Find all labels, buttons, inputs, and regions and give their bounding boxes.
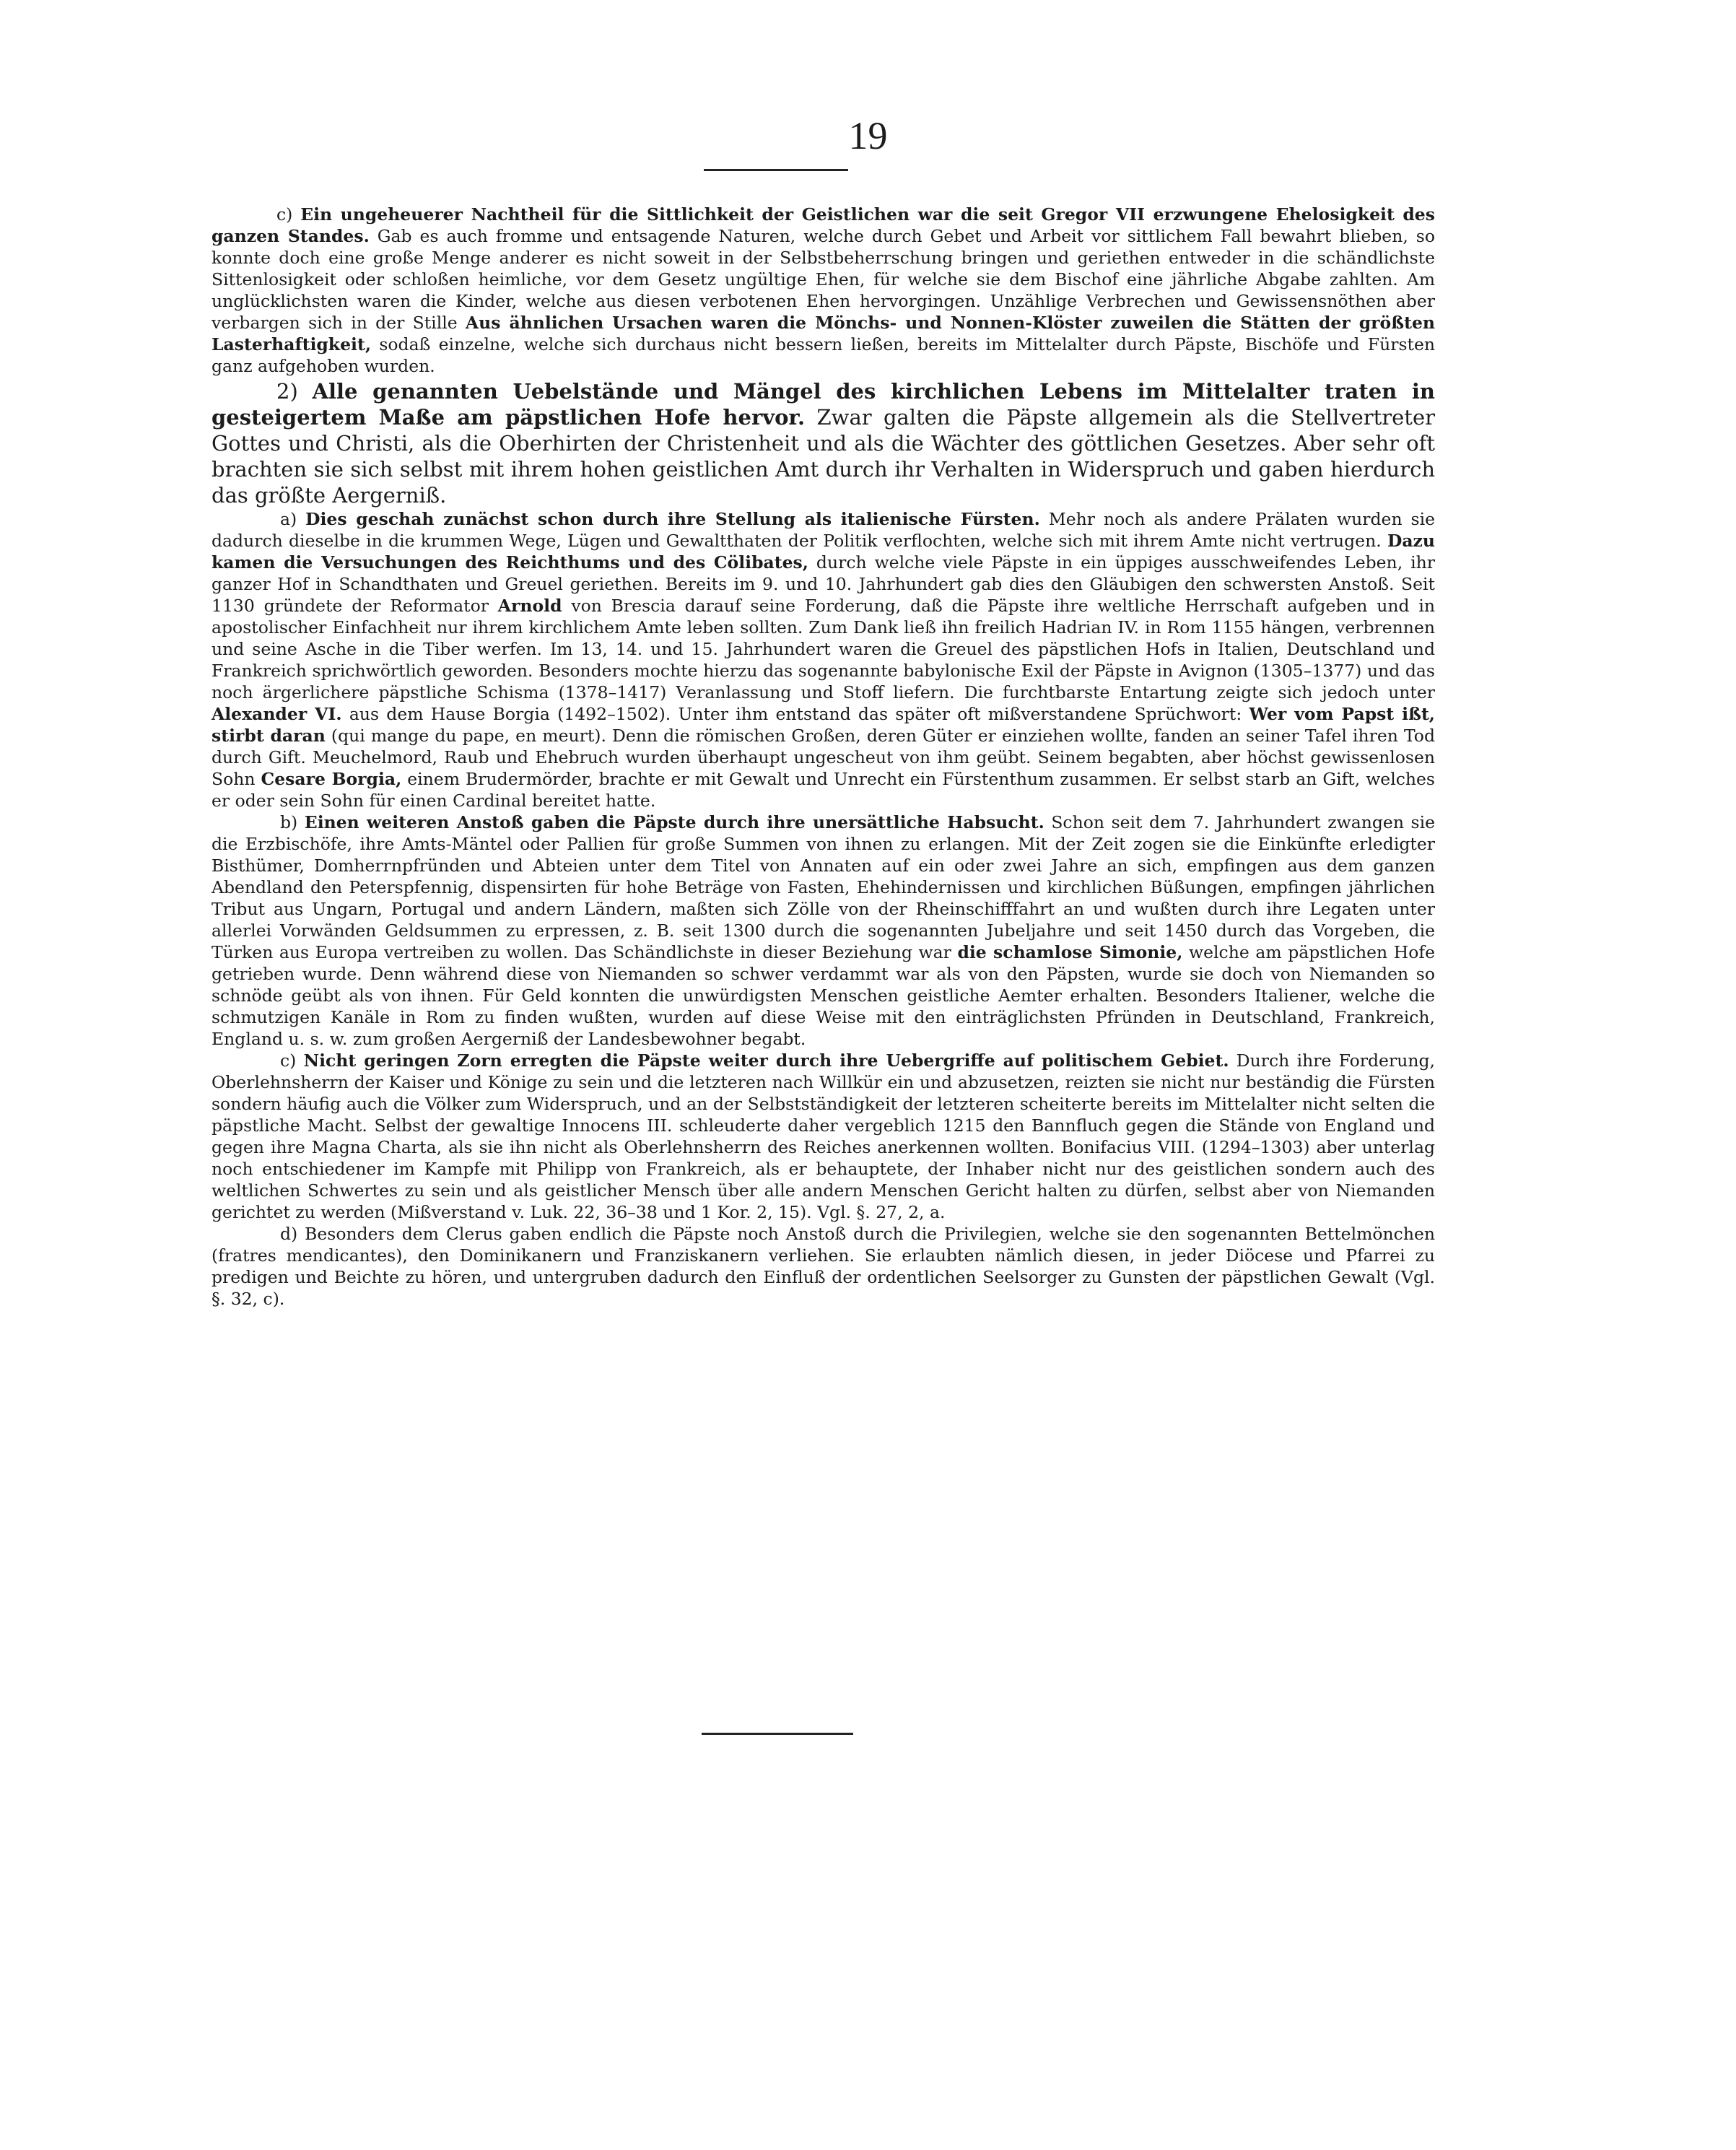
bold-phrase: die schamlose Simonie, — [957, 942, 1183, 962]
text-run: 2) — [276, 379, 313, 404]
text-run: Mehr noch als andere Prälaten wurden sie dadurch dieselbe in die krummen Wege, Lügen und Gewaltthaten der Politik verflochten, welche sich mit ihrem Amte nicht vertrugen. — [211, 509, 1435, 551]
bold-phrase: Aus ähnlichen Ursachen waren die Mönchs- und Nonnen-Klöster zuweilen die Stätten der größten Lasterhaftigkeit, — [211, 313, 1435, 354]
text-run: (qui mange du pape, en meurt). Denn die römischen Großen, deren Güter er einziehen wollte, fanden an seiner Tafel ihren Tod durch Gift. Meuchelmord, Raub und Ehebruch wurden überhaupt ungescheut von ihm geübt. Seinem begabten, aber höchst gewissenlosen Sohn — [211, 726, 1435, 789]
bold-phrase: Dies geschah zunächst schon durch ihre Stellung als italienische Fürsten. — [305, 509, 1040, 529]
bold-phrase: Alle genannten Uebelstände und Mängel des kirchlichen Lebens im Mittelalter traten in gesteigertem Maße am päpstlichen Hofe hervor. — [211, 379, 1435, 430]
text-run: d) Besonders dem Clerus gaben endlich die Päpste noch Anstoß durch die Privilegien, welche sie den sogenannten Bettelmönchen (fratres mendicantes), den Dominikanern und Franziskanern verliehen. Sie erlaubten nämlich diesen, in jeder Diöcese und Pfarrei zu predigen und Beichte zu hören, und untergruben dadurch den Einfluß der ordentlichen Seelsorger zu Gunsten der päpstlichen Gewalt (Vgl. §. 32, c). — [211, 1224, 1435, 1309]
text-run: durch welche viele Päpste in ein üppiges ausschweifendes Leben, ihr ganzer Hof in Schandthaten und Greuel geriethen. Bereits im 9. und 10. Jahrhundert gab dies den Gläubigen den schwersten Anstoß. Seit 1130 gründete der Reformator — [211, 552, 1435, 616]
text-run: sodaß einzelne, welche sich durchaus nicht bessern ließen, bereits im Mittelalter durch Päpste, Bischöfe und Fürsten ganz aufgehoben wurden. — [211, 334, 1435, 376]
header-rule — [704, 169, 848, 171]
paragraph-2d-mendicant-privileges — [211, 1223, 1435, 1310]
bold-phrase: Nicht geringen Zorn erregten die Päpste weiter durch ihre Uebergriffe auf politischem Gebiet. — [303, 1050, 1229, 1071]
paragraph-1c-celibacy — [211, 204, 1435, 377]
bold-phrase: Cesare Borgia, — [261, 769, 402, 789]
bold-phrase: Arnold — [497, 596, 562, 616]
text-run: b) — [280, 812, 305, 832]
text-run: Gab es auch fromme und entsagende Naturen, welche durch Gebet und Arbeit vor sittlichem Fall bewahrt blieben, so konnte doch eine große Menge anderer es nicht soweit in der Selbstbeherrschung bringen und geriethen entweder in die schändlichste Sittenlosigkeit oder schloßen heimliche, vor dem Gesetz ungültige Ehen, für welche sie dem Bischof eine jährliche Abgabe zahlten. Am unglücklichsten waren die Kinder, welche aus diesen verbotenen Ehen hervorgingen. Unzählige Verbrechen und Gewissensnöthen aber verbargen sich in der Stille — [211, 226, 1436, 333]
paragraph-2-papal-court — [211, 378, 1435, 508]
body-text — [211, 204, 1435, 1310]
text-run: Schon seit dem 7. Jahrhundert zwangen sie die Erzbischöfe, ihre Amts-Mäntel oder Pallien für große Summen von ihnen zu erlangen. Mit der Zeit zogen sie die Einkünfte erledigter Bisthümer, Domherrnpfründen und Abteien unter dem Titel von Annaten auf ein oder zwei Jahre an sich, empfingen aus dem ganzen Abendland den Peterspfennig, dispensirten für hohe Beträge von Fasten, Ehehindernissen und kirchlichen Büßungen, empfingen jährlichen Tribut aus Ungarn, Portugal und andern Ländern, maßten sich Zölle von der Rheinschifffahrt an und wußten durch ihre Legaten unter allerlei Vorwänden Geldsummen zu erpressen, z. B. seit 1300 durch die sogenannten Jubeljahre und seit 1450 durch das Vorgeben, die Türken aus Europa vertreiben zu wollen. Das Schändlichste in dieser Beziehung war — [211, 812, 1436, 962]
text-run: Durch ihre Forderung, Oberlehnsherrn der Kaiser und Könige zu sein und die letzteren nach Willkür ein und abzusetzen, reizten sie nicht nur beständig die Fürsten sondern häufig auch die Völker zum Widerspruch, und an der Selbstständigkeit der letzteren scheiterte bereits im Mittelalter nicht selten die päpstliche Macht. Selbst der gewaltige Innocens III. schleuderte daher vergeblich 1215 den Bannfluch gegen die Stände von England und gegen ihre Magna Charta, als sie ihn nicht als Oberlehnsherrn des Reiches anerkennen wollten. Bonifacius VIII. (1294–1303) aber unterlag noch entschiedener im Kampfe mit Philipp von Frankreich, als er behauptete, der Inhaber nicht nur des geistlichen sondern auch des weltlichen Schwertes zu sein und als geistlicher Mensch über alle andern Menschen Gericht halten zu dürfen, selbst aber von Niemanden gerichtet zu werden (Mißverstand v. Luk. 22, 36–38 und 1 Kor. 2, 15). Vgl. §. 27, 2, a. — [211, 1050, 1435, 1222]
paragraph-2b-greed — [211, 811, 1435, 1050]
paragraph-2a-italian-princes — [211, 508, 1435, 811]
footer-rule — [702, 1733, 853, 1735]
text-run: c) — [280, 1050, 304, 1071]
bold-phrase: Wer vom Papst ißt, stirbt daran — [211, 704, 1435, 746]
bold-phrase: Dazu kamen die Versuchungen des Reichthums und des Cölibates, — [211, 531, 1435, 573]
page-number: 19 — [848, 114, 888, 157]
bold-phrase: Alexander VI. — [211, 704, 342, 724]
bold-phrase: Einen weiteren Anstoß gaben die Päpste durch ihre unersättliche Habsucht. — [304, 812, 1044, 832]
text-run: c) — [276, 204, 301, 225]
text-run: von Brescia darauf seine Forderung, daß die Päpste ihre weltliche Herrschaft aufgeben und in apostolischer Einfachheit nur ihrem kirchlichem Amte leben sollten. Zum Dank ließ ihn freilich Hadrian IV. in Rom 1155 hängen, verbrennen und seine Asche in die Tiber werfen. Im 13, 14. und 15. Jahrhundert waren die Greuel des päpstlichen Hofs in Italien, Deutschland und Frankreich sprichwörtlich geworden. Besonders mochte hierzu das sogenannte babylonische Exil der Päpste in Avignon (1305–1377) und das noch ärgerlichere päpstliche Schisma (1378–1417) Veranlassung und Stoff liefern. Die furchtbarste Entartung zeigte sich jedoch unter — [211, 596, 1435, 702]
text-run: welche am päpstlichen Hofe getrieben wurde. Denn während diese von Niemanden so schwer verdammt war als von den Päpsten, wurde sie doch von Niemanden so schnöde geübt als von ihnen. Für Geld konnten die unwürdigsten Menschen geistliche Aemter erhalten. Besonders Italiener, welche die schmutzigen Kanäle in Rom zu finden wußten, wurden auf diese Weise mit den einträglichsten Pfründen in Deutschland, Frankreich, England u. s. w. zum großen Aergerniß der Landesbewohner begabt. — [211, 942, 1435, 1049]
text-run: Zwar galten die Päpste allgemein als die Stellvertreter Gottes und Christi, als die Oberhirten der Christenheit und als die Wächter des göttlichen Gesetzes. Aber sehr oft brachten sie sich selbst mit ihrem hohen geistlichen Amt durch ihr Verhalten in Widerspruch und gaben hierdurch das größte Aergerniß. — [211, 405, 1435, 508]
text-run: aus dem Hause Borgia (1492–1502). Unter ihm entstand das später oft mißverstandene Sprüchwort: — [341, 704, 1249, 724]
bold-phrase: Ein ungeheuerer Nachtheil für die Sittlichkeit der Geistlichen war die seit Gregor VII erzwungene Ehelosigkeit des ganzen Standes. — [211, 204, 1435, 246]
paragraph-2c-political-overreach — [211, 1050, 1435, 1223]
text-run: einem Brudermörder, brachte er mit Gewalt und Unrecht ein Fürstenthum zusammen. Er selbst starb an Gift, welches er oder sein Sohn für einen Cardinal bereitet hatte. — [211, 769, 1435, 811]
text-run: a) — [280, 509, 306, 529]
